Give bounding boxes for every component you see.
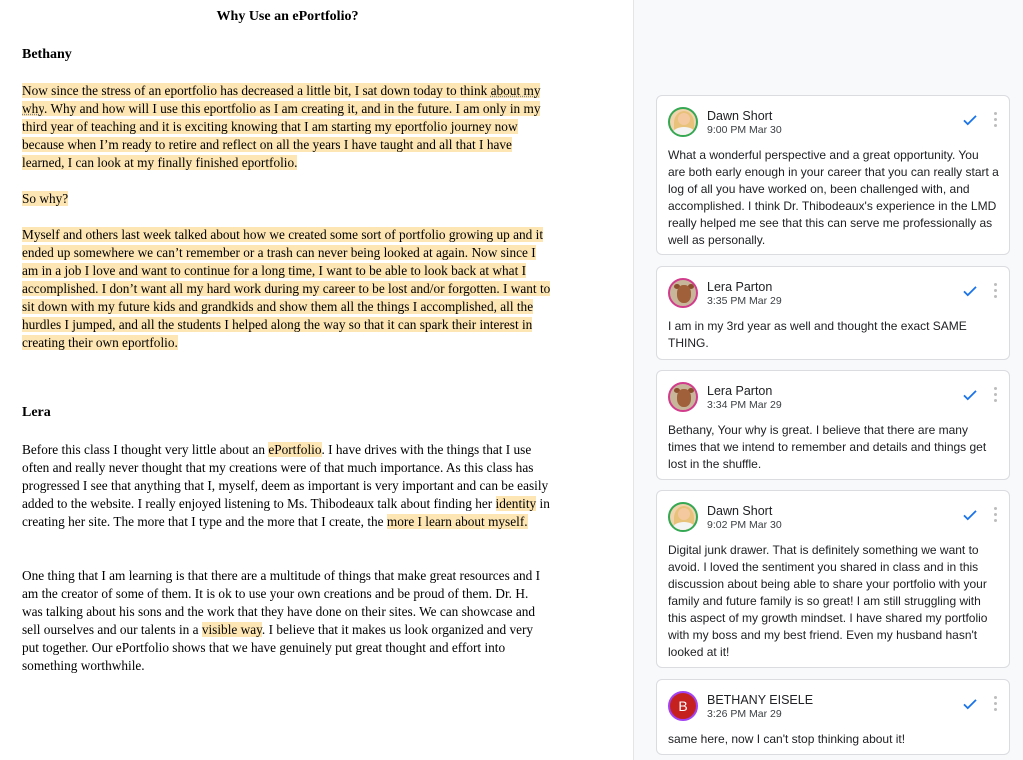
more-options-icon[interactable]: [993, 387, 997, 403]
section-heading-bethany: Bethany: [22, 47, 72, 62]
comment-text: I am in my 3rd year as well and thought the exact SAME THING.: [668, 319, 967, 350]
avatar: [668, 382, 698, 412]
paragraph[interactable]: [22, 226, 552, 352]
comment-time: 9:02 PM Mar 30: [707, 519, 782, 531]
comment-card[interactable]: [656, 95, 1010, 255]
highlighted-text[interactable]: more I learn about myself.: [386, 514, 528, 529]
comment-author: Lera Parton: [707, 384, 773, 398]
body-text: One thing that I am learning is that there are a multitude of things that make great resources and I am the creator of some of them. It is ok to use your own creations and be proud of them. Dr. H. was talking about his sons and the work that they have done on their sites. We can showcase and sell ourselves and our talents in a: [22, 568, 541, 637]
comment-text: Digital junk drawer. That is definitely something we want to avoid. I loved the sentiment you shared in class and in this discussion about being able to share your portfolio with your family and future family is so great! I am still struggling with this aspect of my growth mindset. I have shared my portfolio with my boss and my best friend. Even my husband hasn't looked at it!: [668, 543, 988, 659]
paragraph[interactable]: [22, 441, 552, 531]
highlighted-underlined-text[interactable]: about my why: [22, 83, 541, 116]
comment-time: 3:35 PM Mar 29: [707, 295, 782, 307]
resolve-check-icon[interactable]: [961, 386, 979, 404]
avatar: [668, 502, 698, 532]
highlighted-text[interactable]: Myself and others last week talked about how we created some sort of portfolio growing up and it ended up somewhere we can’t remember or a trash can never being looked at again. Now since I am in a job I love and want to continue for a long time, I want to be able to look back at what I accomplished. I don’t want all my hard work during my career to be lost and/or forgotten. I want to sit down with my future kids and grandkids and show them all the things I accomplished, all the hurdles I jumped, and all the students I helped along the way so that it can spark their interest in creating their own eportfolio.: [22, 227, 551, 350]
section-heading-lera: Lera: [22, 405, 51, 420]
comment-text: What a wonderful perspective and a great opportunity. You are both early enough in your career that you can really start a log of all you have worked on, been challenged with, and accomplished. I think Dr. Thibodeaux's experience in the LMD really helped me see that this can serve me professionally as well as personally.: [668, 148, 999, 247]
more-options-icon[interactable]: [993, 507, 997, 523]
highlighted-text[interactable]: ePortfolio: [268, 442, 322, 457]
comments-panel: [633, 0, 1023, 760]
resolve-check-icon[interactable]: [961, 506, 979, 524]
avatar: [668, 107, 698, 137]
resolve-check-icon[interactable]: [961, 695, 979, 713]
comment-time: 9:00 PM Mar 30: [707, 124, 782, 136]
more-options-icon[interactable]: [993, 696, 997, 712]
avatar: [668, 278, 698, 308]
comment-time: 3:34 PM Mar 29: [707, 399, 782, 411]
comment-card[interactable]: [656, 679, 1010, 755]
comment-time: 3:26 PM Mar 29: [707, 708, 782, 720]
paragraph[interactable]: [22, 190, 552, 208]
paragraph[interactable]: [22, 567, 552, 675]
document-title: Why Use an ePortfolio?: [216, 9, 359, 24]
comment-author: Lera Parton: [707, 280, 773, 294]
body-text: . I believe that it makes us look organized and very put together. Our ePortfolio shows that we have genuinely put great thought and effort into something worthwhile.: [22, 622, 534, 673]
comment-author: Dawn Short: [707, 109, 773, 123]
highlighted-text[interactable]: Now since the stress of an eportfolio has decreased a little bit, I sat down today to think: [22, 83, 491, 98]
highlighted-text[interactable]: So why?: [22, 191, 69, 206]
resolve-check-icon[interactable]: [961, 111, 979, 129]
comment-author: Dawn Short: [707, 504, 773, 518]
more-options-icon[interactable]: [993, 112, 997, 128]
paragraph[interactable]: [22, 82, 552, 172]
body-text: in creating her site. The more that I type and the more that I create, the: [22, 496, 550, 529]
avatar: B: [668, 691, 698, 721]
highlighted-text[interactable]: visible way: [201, 622, 262, 637]
comment-text: Bethany, Your why is great. I believe that there are many times that we intend to remember and details and things get lost in the shuffle.: [668, 423, 987, 471]
highlighted-text[interactable]: . Why and how will I use this eportfolio as I am creating it, and in the future. I am only in my third year of teaching and it is exciting knowing that I am starting my eportfolio journey now because when I’m ready to retire and reflect on all the years I have taught and all that I have learned, I can look at my finally finished eportfolio.: [22, 101, 541, 170]
comment-card[interactable]: [656, 266, 1010, 360]
resolve-check-icon[interactable]: [961, 282, 979, 300]
more-options-icon[interactable]: [993, 283, 997, 299]
comment-card[interactable]: [656, 490, 1010, 668]
highlighted-text[interactable]: identity: [495, 496, 537, 511]
comment-card[interactable]: [656, 370, 1010, 480]
body-text: . I have drives with the things that I use often and really never thought that my creations were of that much importance. As this class has progressed I see that anything that I, myself, deem as important is very important and can be easily added to the website. I really enjoyed listening to Ms. Thibodeaux talk about finding her: [22, 442, 549, 511]
body-text: Before this class I thought very little about an: [22, 442, 269, 457]
comment-text: same here, now I can't stop thinking about it!: [668, 732, 906, 746]
comment-author: BETHANY EISELE: [707, 693, 814, 707]
